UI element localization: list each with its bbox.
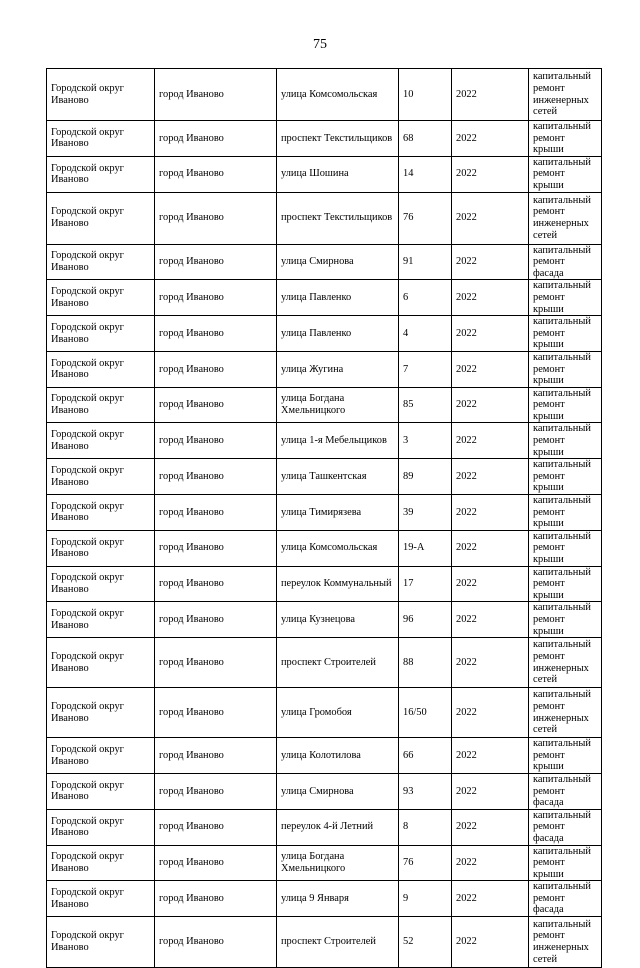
street-cell: улица Богдана Хмельницкого (277, 845, 399, 881)
repair-type-cell: капитальный ремонт крыши (529, 602, 602, 638)
repair-type-cell: капитальный ремонт крыши (529, 845, 602, 881)
district-cell: Городской округ Иваново (47, 316, 155, 352)
street-cell: улица Павленко (277, 316, 399, 352)
city-cell: город Иваново (155, 351, 277, 387)
street-cell: улица Смирнова (277, 244, 399, 280)
repair-type-cell: капитальный ремонт инженерных сетей (529, 638, 602, 688)
repair-type-cell: капитальный ремонт крыши (529, 495, 602, 531)
repair-type-cell: капитальный ремонт крыши (529, 459, 602, 495)
house-number-cell: 14 (399, 156, 452, 192)
house-number-cell: 3 (399, 423, 452, 459)
house-number-cell: 17 (399, 566, 452, 602)
repair-type-cell: капитальный ремонт инженерных сетей (529, 69, 602, 121)
table-row (47, 773, 602, 809)
street-cell: проспект Строителей (277, 638, 399, 688)
street-cell: улица Шошина (277, 156, 399, 192)
table-row (47, 156, 602, 192)
city-cell: город Иваново (155, 917, 277, 968)
year-cell: 2022 (452, 459, 529, 495)
repair-type-cell: капитальный ремонт крыши (529, 351, 602, 387)
page-number: 75 (313, 37, 327, 52)
repair-type-cell: капитальный ремонт инженерных сетей (529, 917, 602, 968)
repair-type-cell: капитальный ремонт фасада (529, 809, 602, 845)
district-cell: Городской округ Иваново (47, 638, 155, 688)
repair-type-cell: капитальный ремонт крыши (529, 280, 602, 316)
year-cell: 2022 (452, 738, 529, 774)
house-number-cell: 85 (399, 387, 452, 423)
house-number-cell: 66 (399, 738, 452, 774)
street-cell: проспект Текстильщиков (277, 192, 399, 244)
district-cell: Городской округ Иваново (47, 773, 155, 809)
district-cell: Городской округ Иваново (47, 495, 155, 531)
year-cell: 2022 (452, 530, 529, 566)
table-row (47, 738, 602, 774)
table-row (47, 566, 602, 602)
table-row (47, 459, 602, 495)
repair-type-cell: капитальный ремонт крыши (529, 387, 602, 423)
street-cell: переулок Коммунальный (277, 566, 399, 602)
table-row (47, 121, 602, 157)
city-cell: город Иваново (155, 638, 277, 688)
house-number-cell: 8 (399, 809, 452, 845)
city-cell: город Иваново (155, 881, 277, 917)
city-cell: город Иваново (155, 566, 277, 602)
city-cell: город Иваново (155, 280, 277, 316)
district-cell: Городской округ Иваново (47, 809, 155, 845)
repair-type-cell: капитальный ремонт крыши (529, 121, 602, 157)
repair-type-cell: капитальный ремонт крыши (529, 530, 602, 566)
district-cell: Городской округ Иваново (47, 280, 155, 316)
repair-type-cell: капитальный ремонт фасада (529, 244, 602, 280)
table-row (47, 809, 602, 845)
street-cell: улица Кузнецова (277, 602, 399, 638)
table-row (47, 530, 602, 566)
city-cell: город Иваново (155, 316, 277, 352)
year-cell: 2022 (452, 773, 529, 809)
district-cell: Городской округ Иваново (47, 845, 155, 881)
house-number-cell: 52 (399, 917, 452, 968)
repair-type-cell: капитальный ремонт крыши (529, 423, 602, 459)
table-row (47, 192, 602, 244)
house-number-cell: 91 (399, 244, 452, 280)
year-cell: 2022 (452, 566, 529, 602)
district-cell: Городской округ Иваново (47, 121, 155, 157)
house-number-cell: 4 (399, 316, 452, 352)
city-cell: город Иваново (155, 387, 277, 423)
house-number-cell: 6 (399, 280, 452, 316)
house-number-cell: 10 (399, 69, 452, 121)
city-cell: город Иваново (155, 192, 277, 244)
table-row (47, 316, 602, 352)
table-row (47, 423, 602, 459)
house-number-cell: 9 (399, 881, 452, 917)
table-row (47, 602, 602, 638)
district-cell: Городской округ Иваново (47, 917, 155, 968)
district-cell: Городской округ Иваново (47, 244, 155, 280)
house-number-cell: 89 (399, 459, 452, 495)
year-cell: 2022 (452, 423, 529, 459)
year-cell: 2022 (452, 602, 529, 638)
city-cell: город Иваново (155, 156, 277, 192)
district-cell: Городской округ Иваново (47, 566, 155, 602)
table-row (47, 638, 602, 688)
street-cell: улица Комсомольская (277, 69, 399, 121)
table-row (47, 351, 602, 387)
year-cell: 2022 (452, 688, 529, 738)
street-cell: улица Павленко (277, 280, 399, 316)
district-cell: Городской округ Иваново (47, 69, 155, 121)
street-cell: улица Смирнова (277, 773, 399, 809)
year-cell: 2022 (452, 809, 529, 845)
district-cell: Городской округ Иваново (47, 602, 155, 638)
street-cell: улица Громобоя (277, 688, 399, 738)
district-cell: Городской округ Иваново (47, 156, 155, 192)
street-cell: улица Ташкентская (277, 459, 399, 495)
table-row (47, 688, 602, 738)
year-cell: 2022 (452, 121, 529, 157)
district-cell: Городской округ Иваново (47, 387, 155, 423)
city-cell: город Иваново (155, 688, 277, 738)
city-cell: город Иваново (155, 602, 277, 638)
city-cell: город Иваново (155, 69, 277, 121)
repair-registry-table (46, 68, 602, 968)
house-number-cell: 39 (399, 495, 452, 531)
district-cell: Городской округ Иваново (47, 738, 155, 774)
district-cell: Городской округ Иваново (47, 881, 155, 917)
year-cell: 2022 (452, 316, 529, 352)
district-cell: Городской округ Иваново (47, 688, 155, 738)
repair-type-cell: капитальный ремонт крыши (529, 316, 602, 352)
repair-type-cell: капитальный ремонт инженерных сетей (529, 688, 602, 738)
table-body (47, 69, 602, 968)
street-cell: улица Колотилова (277, 738, 399, 774)
city-cell: город Иваново (155, 459, 277, 495)
house-number-cell: 76 (399, 845, 452, 881)
repair-type-cell: капитальный ремонт фасада (529, 881, 602, 917)
house-number-cell: 19-А (399, 530, 452, 566)
year-cell: 2022 (452, 244, 529, 280)
district-cell: Городской округ Иваново (47, 459, 155, 495)
table-row (47, 69, 602, 121)
district-cell: Городской округ Иваново (47, 351, 155, 387)
year-cell: 2022 (452, 881, 529, 917)
table-row (47, 280, 602, 316)
year-cell: 2022 (452, 495, 529, 531)
year-cell: 2022 (452, 351, 529, 387)
year-cell: 2022 (452, 917, 529, 968)
city-cell: город Иваново (155, 845, 277, 881)
year-cell: 2022 (452, 156, 529, 192)
city-cell: город Иваново (155, 809, 277, 845)
street-cell: улица 9 Января (277, 881, 399, 917)
city-cell: город Иваново (155, 495, 277, 531)
street-cell: проспект Текстильщиков (277, 121, 399, 157)
repair-type-cell: капитальный ремонт фасада (529, 773, 602, 809)
table-row (47, 244, 602, 280)
year-cell: 2022 (452, 69, 529, 121)
repair-type-cell: капитальный ремонт крыши (529, 738, 602, 774)
city-cell: город Иваново (155, 530, 277, 566)
street-cell: улица Тимирязева (277, 495, 399, 531)
district-cell: Городской округ Иваново (47, 530, 155, 566)
house-number-cell: 16/50 (399, 688, 452, 738)
table-row (47, 881, 602, 917)
table-row (47, 917, 602, 968)
street-cell: переулок 4-й Летний (277, 809, 399, 845)
street-cell: улица Комсомольская (277, 530, 399, 566)
street-cell: улица Богдана Хмельницкого (277, 387, 399, 423)
city-cell: город Иваново (155, 773, 277, 809)
house-number-cell: 76 (399, 192, 452, 244)
house-number-cell: 7 (399, 351, 452, 387)
city-cell: город Иваново (155, 423, 277, 459)
district-cell: Городской округ Иваново (47, 423, 155, 459)
year-cell: 2022 (452, 280, 529, 316)
table-row (47, 495, 602, 531)
repair-type-cell: капитальный ремонт крыши (529, 566, 602, 602)
city-cell: город Иваново (155, 121, 277, 157)
house-number-cell: 96 (399, 602, 452, 638)
house-number-cell: 88 (399, 638, 452, 688)
house-number-cell: 93 (399, 773, 452, 809)
year-cell: 2022 (452, 845, 529, 881)
city-cell: город Иваново (155, 738, 277, 774)
year-cell: 2022 (452, 192, 529, 244)
repair-type-cell: капитальный ремонт крыши (529, 156, 602, 192)
house-number-cell: 68 (399, 121, 452, 157)
table-row (47, 845, 602, 881)
street-cell: улица 1-я Мебельщиков (277, 423, 399, 459)
city-cell: город Иваново (155, 244, 277, 280)
table-row (47, 387, 602, 423)
repair-type-cell: капитальный ремонт инженерных сетей (529, 192, 602, 244)
street-cell: улица Жугина (277, 351, 399, 387)
street-cell: проспект Строителей (277, 917, 399, 968)
year-cell: 2022 (452, 387, 529, 423)
year-cell: 2022 (452, 638, 529, 688)
district-cell: Городской округ Иваново (47, 192, 155, 244)
